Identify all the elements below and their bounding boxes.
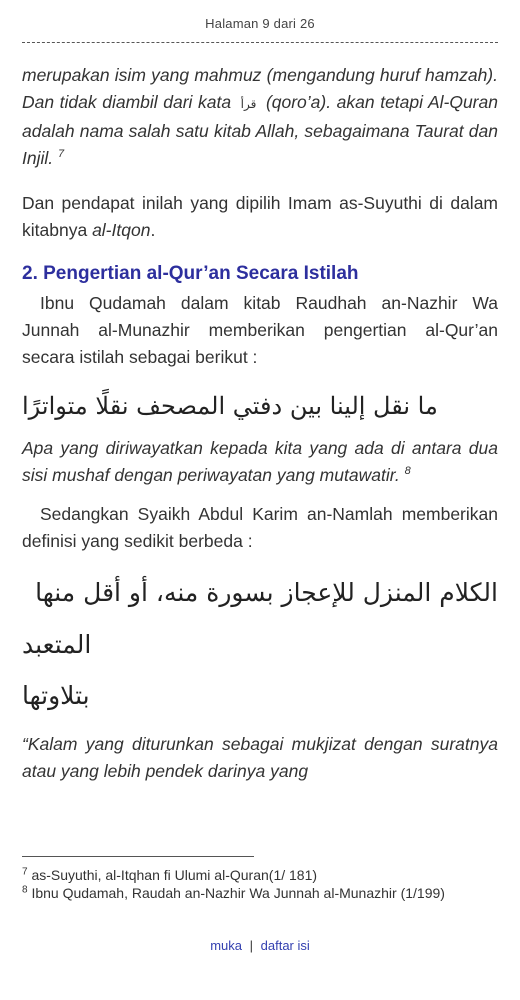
footnote-8 bbox=[22, 884, 498, 902]
footnote-number: 8 bbox=[22, 884, 28, 896]
footnote-divider bbox=[22, 856, 254, 857]
footnote-text: as-Suyuthi, al-Itqhan fi Ulumi al-Quran(1/ 181) bbox=[31, 867, 318, 883]
paragraph-text: Dan pendapat inilah yang dipilih Imam as-Suyuthi di dalam kitabnya bbox=[22, 193, 498, 240]
main-content bbox=[22, 62, 498, 785]
book-title: al-Itqon bbox=[92, 220, 151, 240]
footnote-7 bbox=[22, 866, 498, 884]
arabic-word: قرأ bbox=[240, 97, 257, 111]
table-of-contents-link[interactable]: daftar isi bbox=[260, 938, 310, 953]
section-heading: 2. Pengertian al-Qur’an Secara Istilah bbox=[22, 263, 359, 284]
paragraph-namlah: Sedangkan Syaikh Abdul Karim an-Namlah memberikan definisi yang sedikit berbeda : bbox=[22, 504, 498, 551]
paragraph-text: Apa yang diriwayatkan kepada kita yang ada di antara dua sisi mushaf dengan periwayatan yang mutawatir. bbox=[22, 438, 498, 485]
footer-separator: | bbox=[249, 938, 254, 953]
paragraph-translation-1 bbox=[22, 435, 498, 489]
footnote-ref: 7 bbox=[58, 148, 65, 161]
arabic-definition-2-line-1: الكلام المنزل للإعجاز بسورة منه، أو أقل منها المتعبد bbox=[22, 578, 498, 659]
home-link[interactable]: muka bbox=[210, 938, 242, 953]
header-divider bbox=[22, 42, 498, 43]
page-header bbox=[22, 16, 498, 31]
footnote-text: Ibnu Qudamah, Raudah an-Nazhir Wa Junnah al-Munazhir (1/199) bbox=[31, 885, 445, 901]
footnote-number: 7 bbox=[22, 866, 28, 878]
arabic-definition-2-line-2: بتلاوتها bbox=[22, 681, 90, 710]
paragraph-opinion bbox=[22, 190, 498, 244]
footnote-ref: 8 bbox=[404, 465, 411, 478]
paragraph-text: (qoro’a). akan tetapi Al-Quran adalah nama salah satu kitab Allah, sebagaimana Taurat dan Injil. bbox=[22, 92, 498, 168]
footnotes bbox=[22, 866, 498, 902]
page-number-label: Halaman 9 dari 26 bbox=[205, 16, 315, 31]
paragraph-etymology bbox=[22, 62, 498, 172]
sentence-end: . bbox=[150, 220, 156, 240]
page-footer bbox=[0, 938, 520, 953]
paragraph-translation-2: “Kalam yang diturunkan sebagai mukjizat dengan suratnya atau yang lebih pendek darinya yang bbox=[22, 734, 498, 781]
arabic-definition-1: ما نقل إلينا بين دفتي المصحف نقلًا متواترًا bbox=[22, 392, 438, 420]
paragraph-text: merupakan isim yang mahmuz (mengandung huruf hamzah). Dan tidak diambil dari kata bbox=[22, 65, 498, 112]
paragraph-ibnu-qudamah: Ibnu Qudamah dalam kitab Raudhah an-Nazhir Wa Junnah al-Munazhir memberikan pengertian al-Qur’an secara istilah sebagai berikut : bbox=[22, 293, 498, 367]
